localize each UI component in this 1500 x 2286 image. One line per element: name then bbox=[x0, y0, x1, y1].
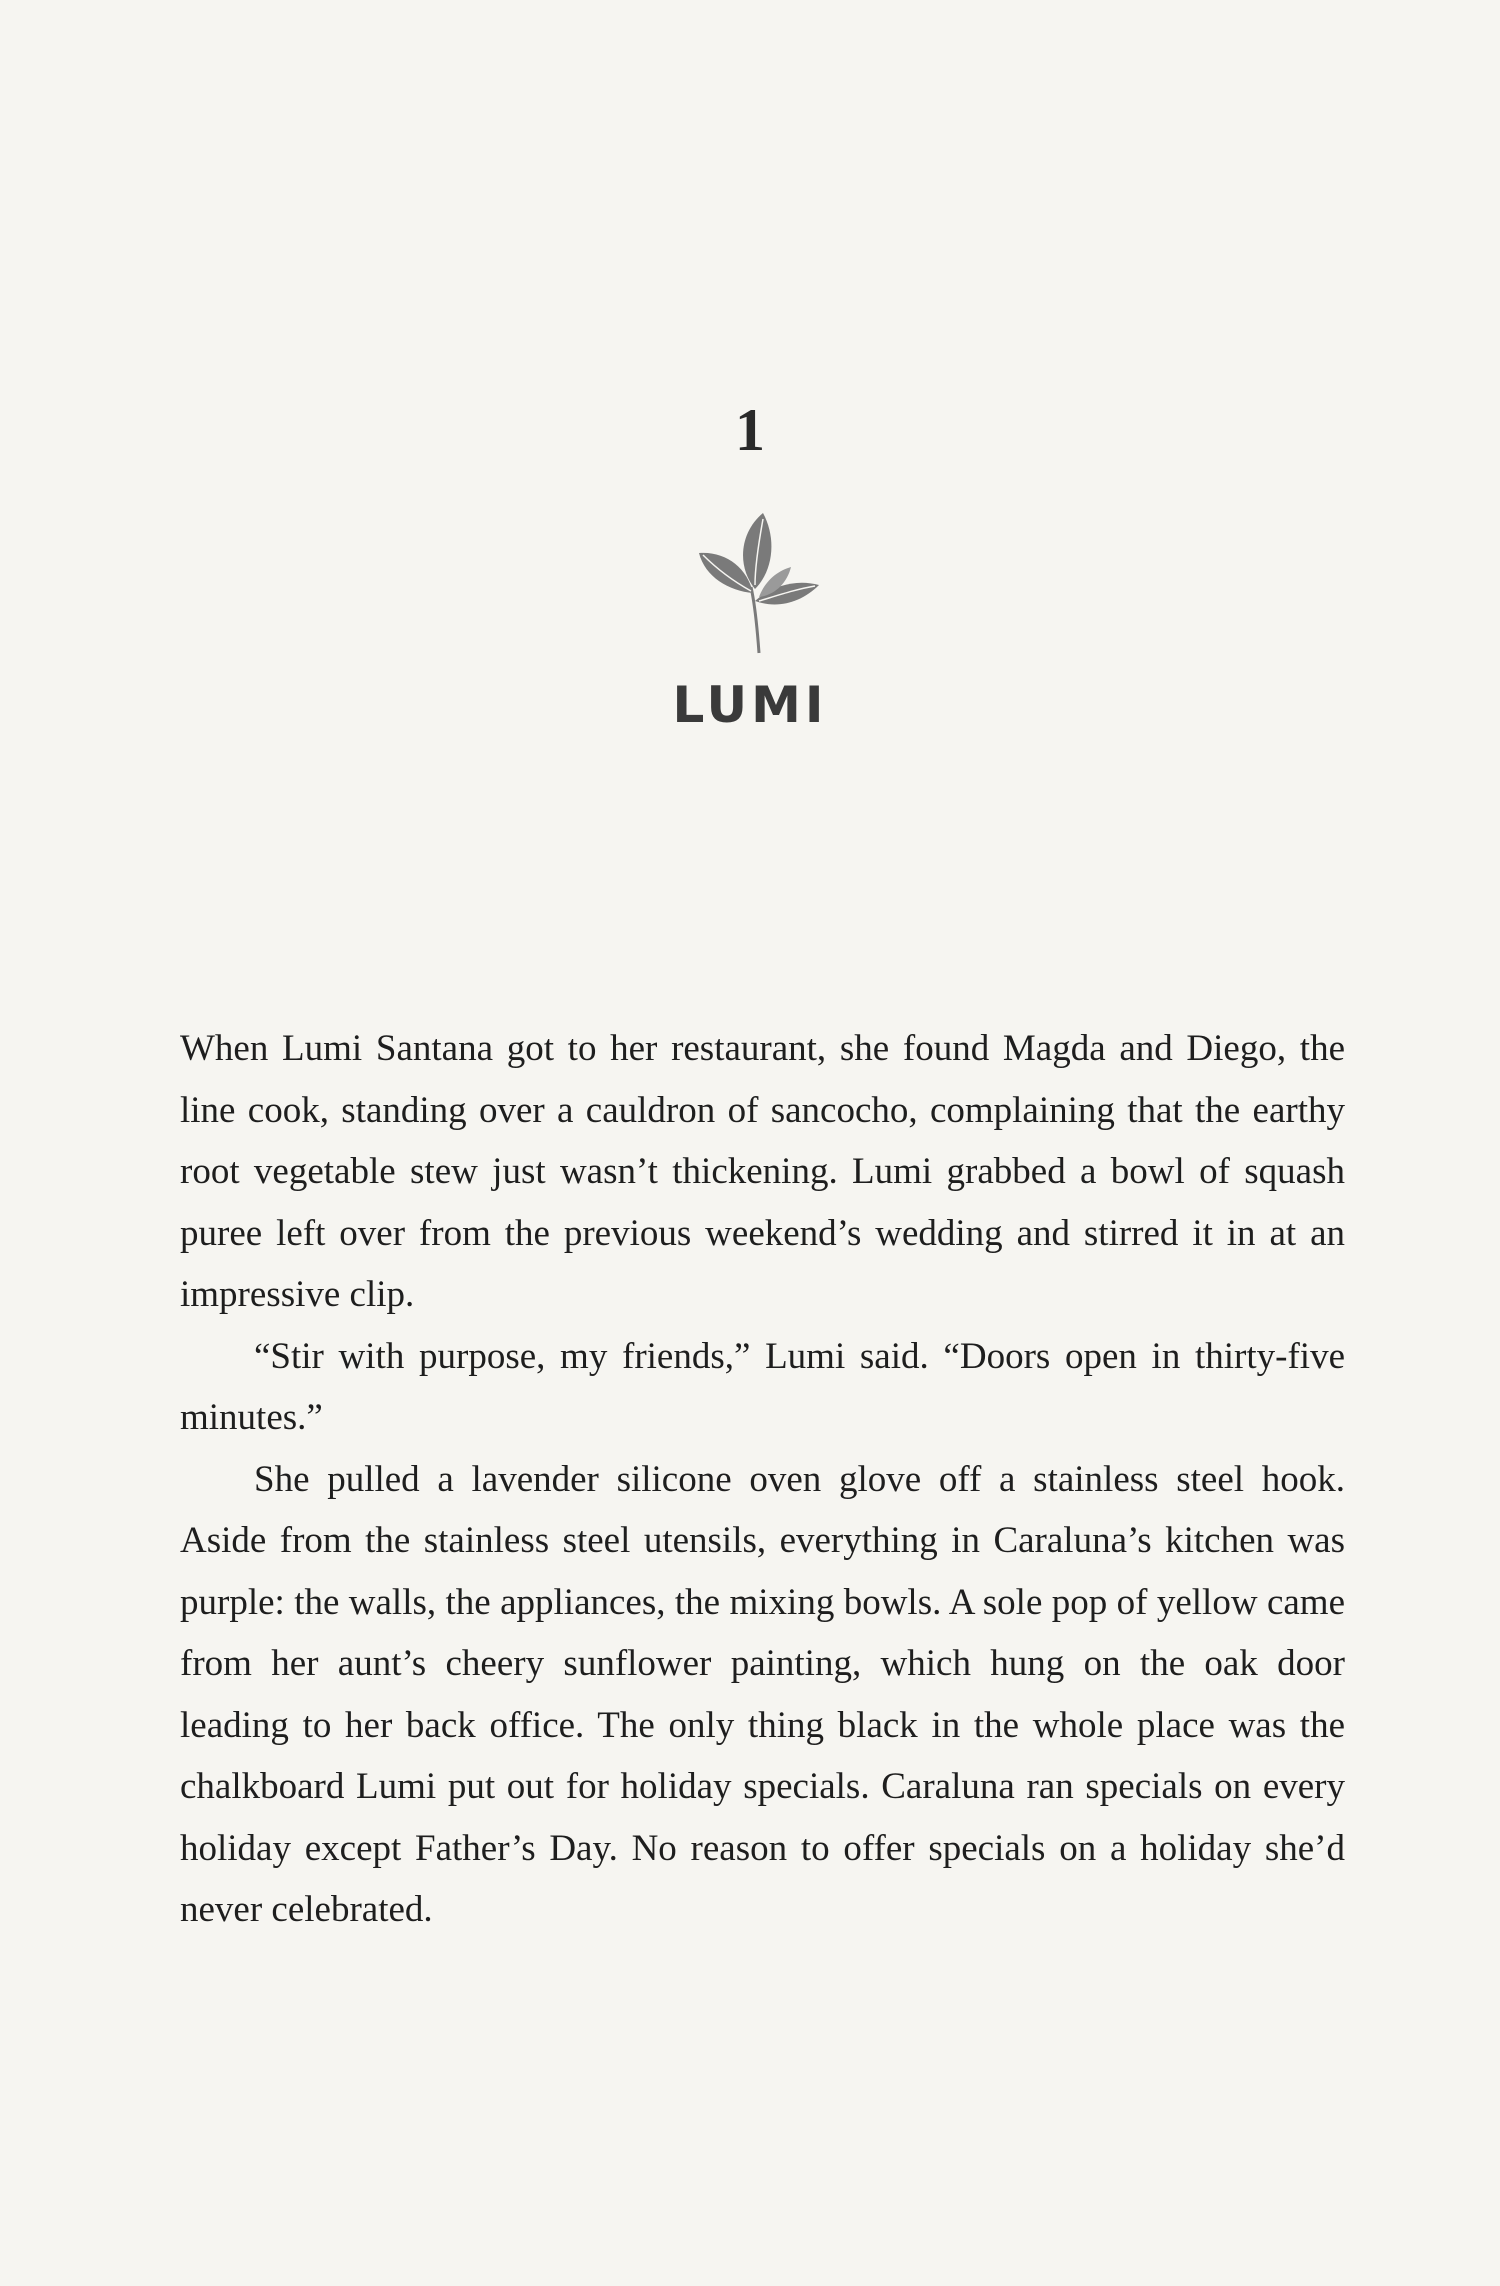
chapter-number: 1 bbox=[735, 397, 765, 463]
leaf-sprig-icon bbox=[693, 505, 823, 655]
chapter-body bbox=[180, 1018, 1345, 1941]
paragraph: She pulled a lavender silicone oven glove off a stainless steel hook. Aside from the stainless steel utensils, everything in Caraluna’s kitchen was purple: the walls, the appliances, the mixing bowls. A sole pop of yellow came from her aunt’s cheery sunflower painting, which hung on the oak door leading to her back office. The only thing black in the whole place was the chalkboard Lumi put out for holiday specials. Caraluna ran specials on every holiday except Father’s Day. No reason to offer specials on a holiday she’d never celebrated. bbox=[180, 1458, 1345, 1930]
chapter-title: LUMI bbox=[672, 676, 828, 734]
paragraph: “Stir with purpose, my friends,” Lumi said. “Doors open in thirty-five minutes.” bbox=[180, 1335, 1345, 1438]
paragraph: When Lumi Santana got to her restaurant, she found Magda and Diego, the line cook, standing over a cauldron of sancocho, complaining that the earthy root vegetable stew just wasn’t thickening. Lumi grabbed a bowl of squash puree left over from the previous weekend’s wedding and stirred it in at an impressive clip. bbox=[180, 1028, 1345, 1315]
